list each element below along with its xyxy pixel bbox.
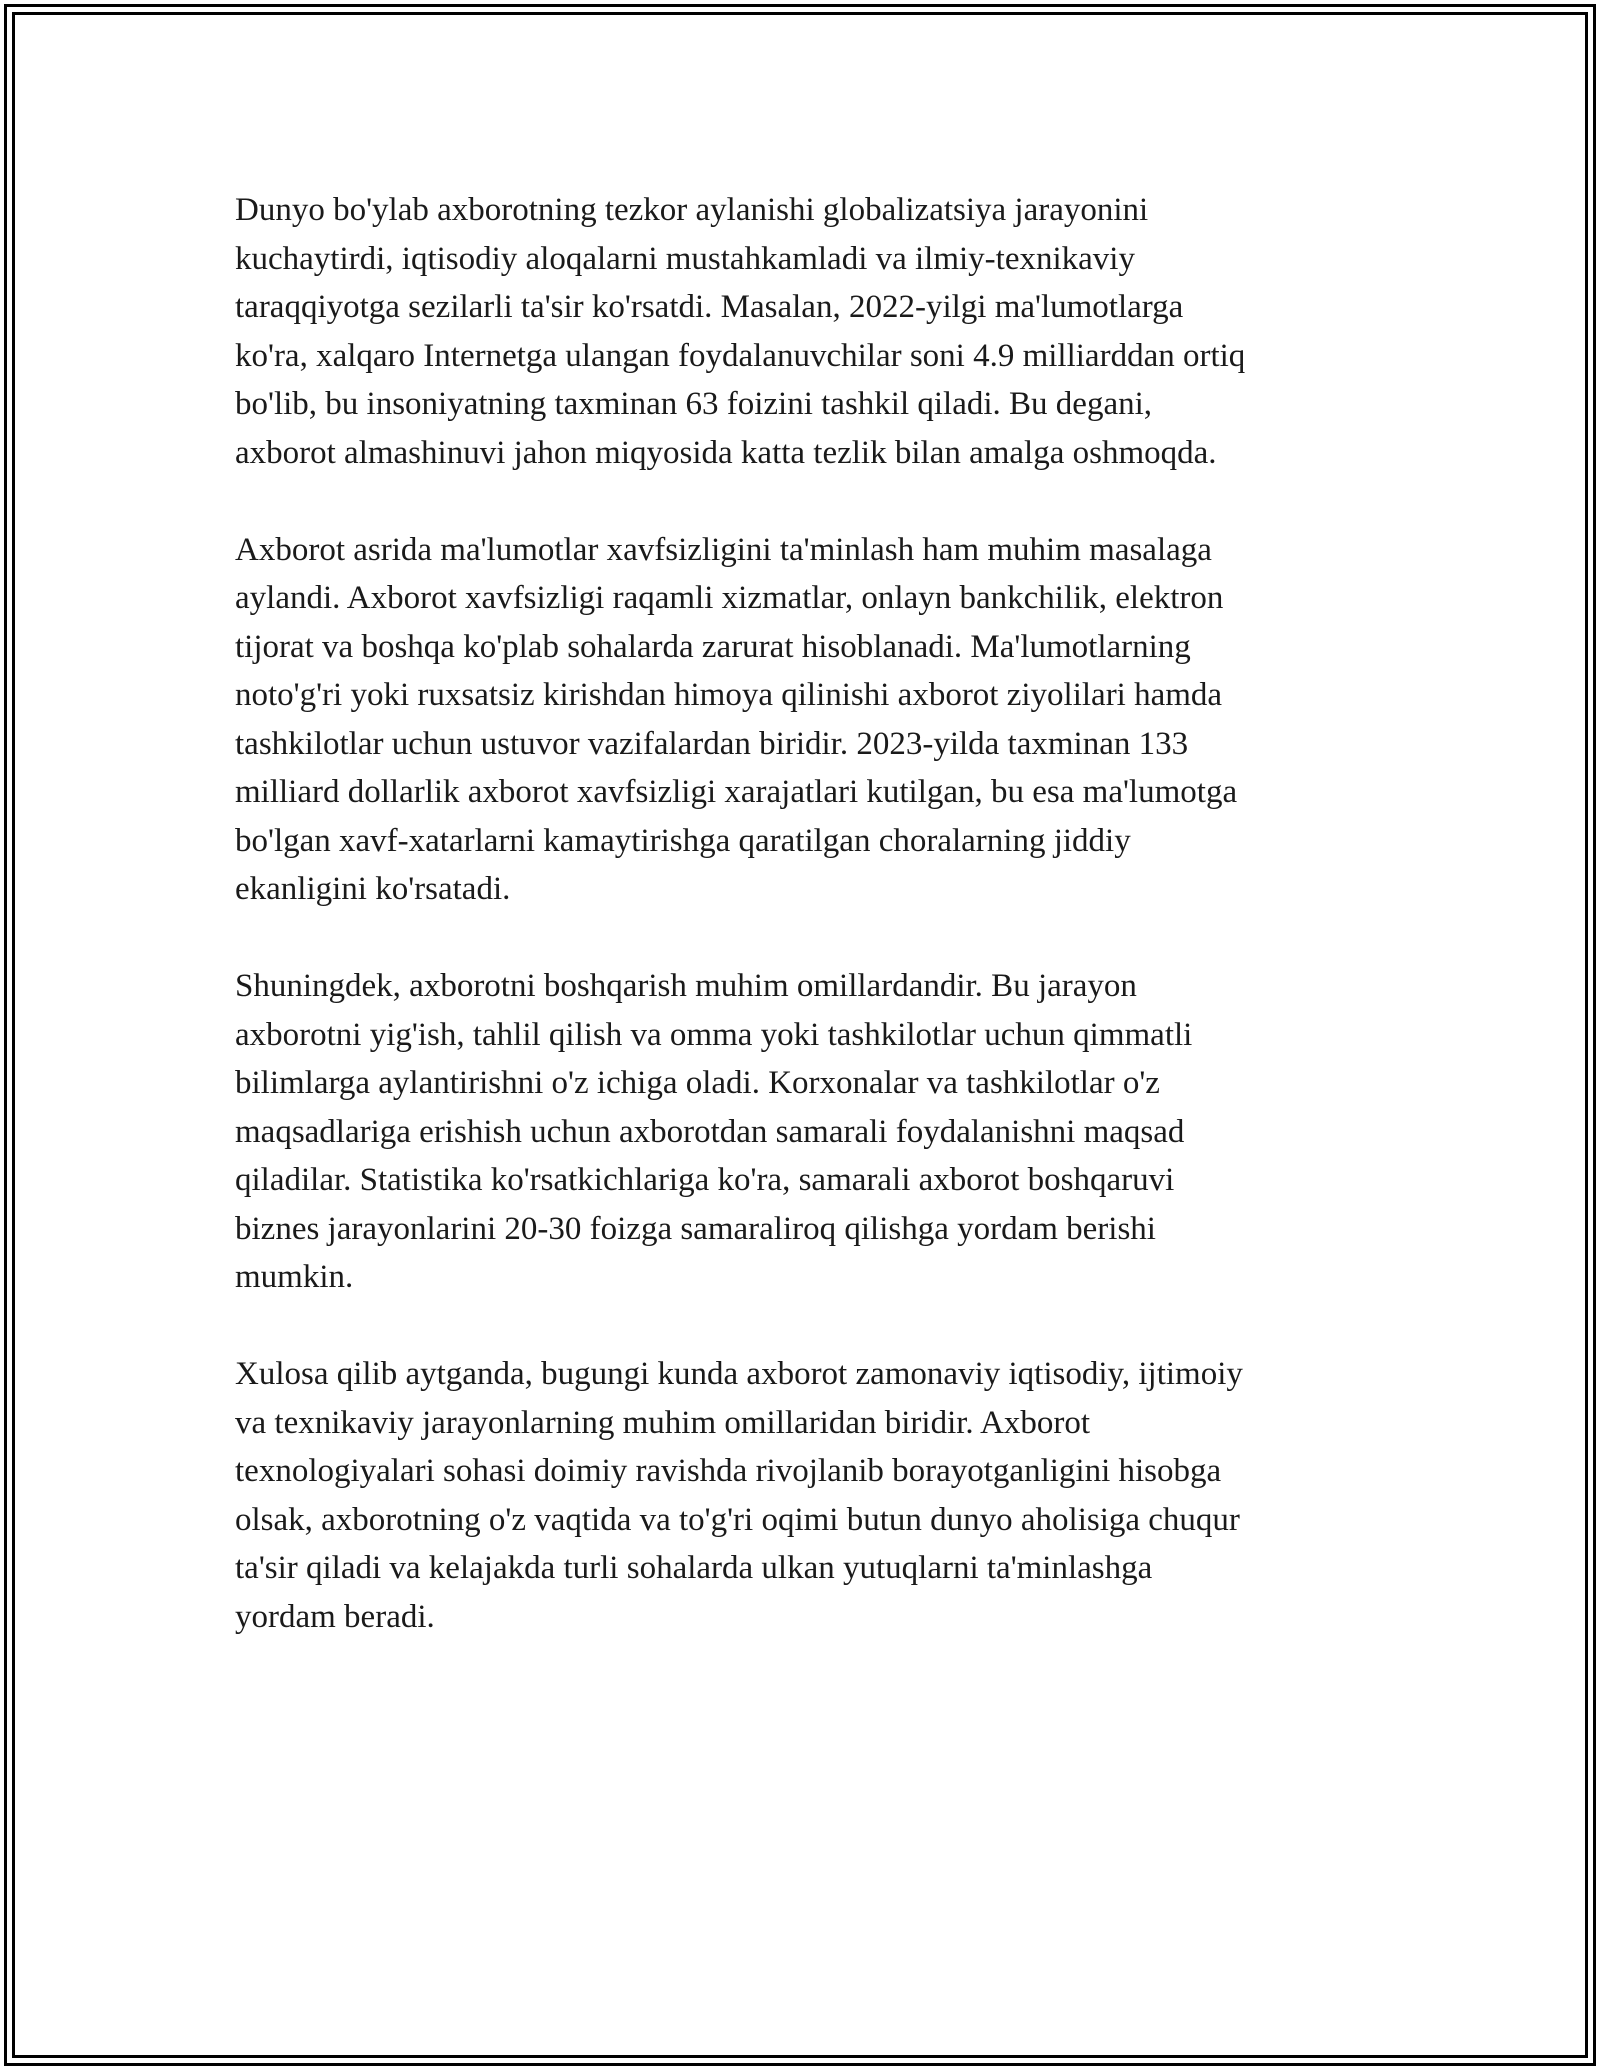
paragraph-information-flow: Dunyo bo'ylab axborotning tezkor aylanishi globalizatsiya jarayonini kuchaytirdi, iqtisodiy aloqalarni mustahkamladi va ilmiy-texnikaviy taraqqiyotga sezilarli ta'sir ko'rsatdi. Masalan, 2022-yilgi ma'lumotlarga ko'ra, xalqaro Internetga ulangan foydalanuvchilar soni 4.9 milliarddan ortiq bo'lib, bu insoniyatning taxminan 63 foizini tashkil qiladi. Bu degani, axborot almashinuvi jahon miqyosida katta tezlik bilan amalga oshmoqda.: [235, 192, 1246, 471]
paragraph-information-management: Shuningdek, axborotni boshqarish muhim omillardandir. Bu jarayon axborotni yig'ish, tahlil qilish va omma yoki tashkilotlar uchun qimmatli bilimlarga aylantirishni o'z ichiga oladi. Korxonalar va tashkilotlar o'z maqsadlariga erishish uchun axborotdan samarali foydalanishni maqsad qiladilar. Statistika ko'rsatkichlariga ko'ra, samarali axborot boshqaruvi biznes jarayonlarini 20-30 foizga samaraliroq qilishga yordam berishi mumkin.: [235, 968, 1193, 1295]
paragraph-conclusion: Xulosa qilib aytganda, bugungi kunda axborot zamonaviy iqtisodiy, ijtimoiy va texnikaviy jarayonlarning muhim omillaridan biridir. Axborot texnologiyalari sohasi doimiy ravishda rivojlanib borayotganligini hisobga olsak, axborotning o'z vaqtida va to'g'ri oqimi butun dunyo aholisiga chuqur ta'sir qiladi va kelajakda turli sohalarda ulkan yutuqlarni ta'minlashga yordam beradi.: [235, 1356, 1243, 1635]
paragraph-information-security: Axborot asrida ma'lumotlar xavfsizligini ta'minlash ham muhim masalaga aylandi. Axborot xavfsizligi raqamli xizmatlar, onlayn bankchilik, elektron tijorat va boshqa ko'plab sohalarda zarurat hisoblanadi. Ma'lumotlarning noto'g'ri yoki ruxsatsiz kirishdan himoya qilinishi axborot ziyolilari hamda tashkilotlar uchun ustuvor vazifalardan biridir. 2023-yilda taxminan 133 milliard dollarlik axborot xavfsizligi xarajatlari kutilgan, bu esa ma'lumotga bo'lgan xavf-xatarlarni kamaytirishga qaratilgan choralarning jiddiy ekanligini ko'rsatadi.: [235, 531, 1238, 907]
document-body: [235, 186, 1370, 1690]
